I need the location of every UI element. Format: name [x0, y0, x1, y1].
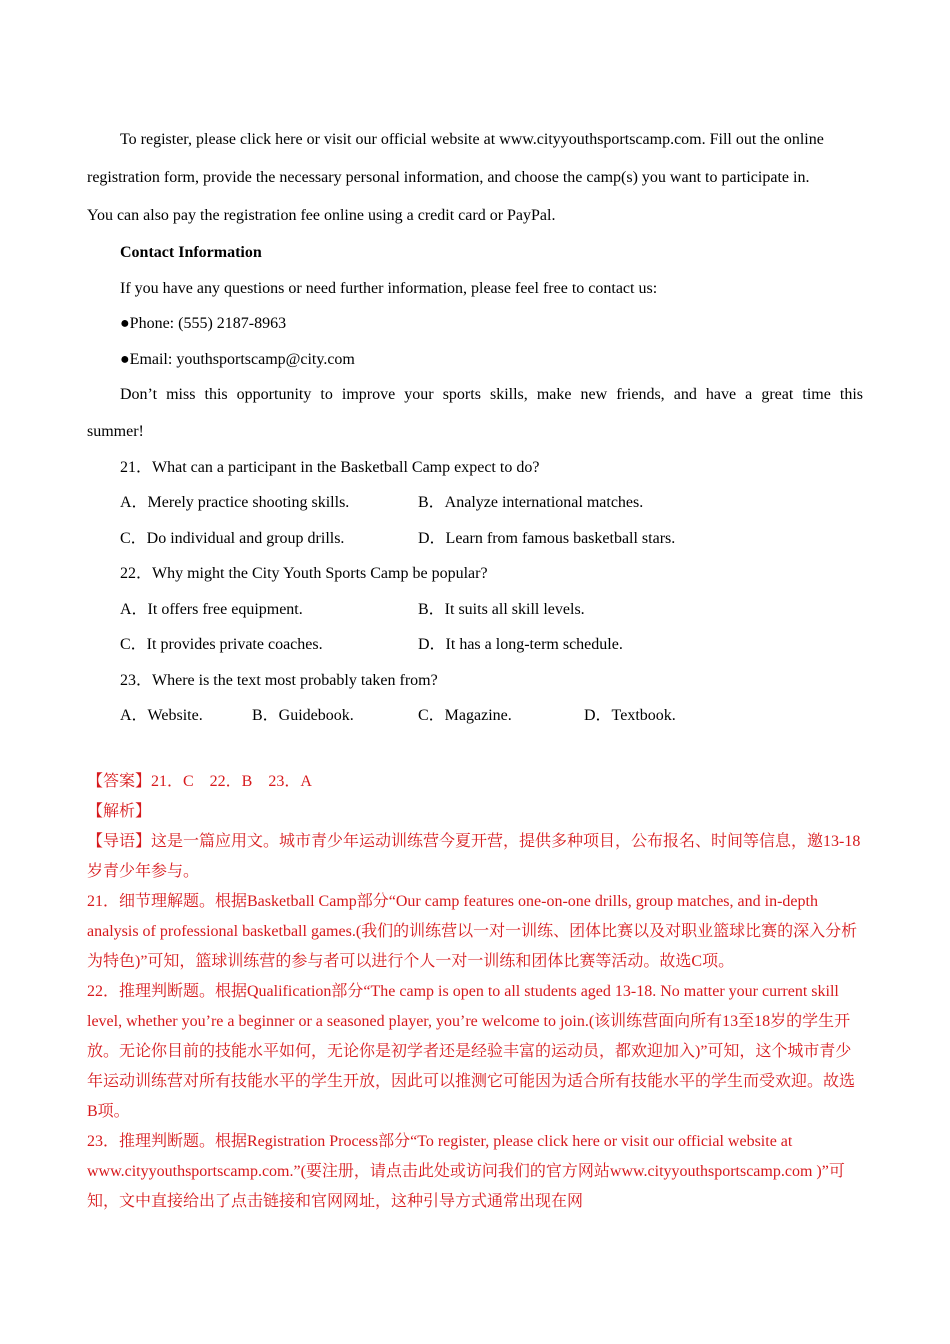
question-22-option-b: B．It suits all skill levels. [418, 600, 585, 618]
guide-paragraph: 【导语】这是一篇应用文。城市青少年运动训练营今夏开营，提供多种项目，公布报名、时间等信息，邀13-18岁青少年参与。 [87, 833, 861, 880]
question-23-stem: 23．Where is the text most probably taken from? [120, 671, 438, 689]
question-23-options-row [87, 698, 863, 734]
contact-heading: Contact Information [120, 244, 262, 261]
question-21-option-d: D．Learn from famous basketball stars. [418, 529, 676, 547]
question-22-options-row-1 [87, 592, 863, 628]
answer-key: 【答案】21．C 22．B 23．A [87, 773, 312, 790]
passage-body [87, 121, 863, 734]
contact-phone: ●Phone: (555) 2187-8963 [120, 315, 287, 332]
question-22-options-row-2 [87, 627, 863, 663]
question-21-options-row-2 [87, 521, 863, 557]
analysis-label: 【解析】 [87, 803, 152, 820]
analysis-22: 22．推理判断题。根据Qualification部分“The camp is open to all students aged 13-18. No matter your current skill level, whether you’re a beginner or a seasoned player, you’re welcome to join.(该训练营面向所有13至18岁的学生开放。无论你目前的技能水平如何，无论你是初学者还是经验丰富的运动员，都欢迎加入)”可知，这个城市青少年运动训练营对所有技能水平的学生开放，因此可以推测它可能因为适合所有技能水平的学生而受欢迎。故选B项。 [87, 983, 856, 1120]
question-21-options-row-1 [87, 485, 863, 521]
question-22-option-d: D．It has a long-term schedule. [418, 636, 623, 653]
analysis-23: 23．推理判断题。根据Registration Process部分“To register, please click here or visit our official website at www.cityyouthsportscamp.com.”(要注册，请点击此处或访问我们的官方网站www.cityyouthsportscamp.com )”可知，文中直接给出了点击链接和官网网址，这种引导方式通常出现在网 [87, 1133, 845, 1210]
question-21-option-a: A．Merely practice shooting skills. [120, 494, 350, 511]
question-22-option-a: A．It offers free equipment. [120, 600, 303, 618]
answer-section [87, 767, 863, 1217]
question-22-option-c: C．It provides private coaches. [120, 636, 323, 653]
question-21-stem: 21．What can a participant in the Basketball Camp expect to do? [120, 458, 540, 476]
registration-line-3: You can also pay the registration fee online using a credit card or PayPal. [87, 207, 556, 224]
question-23-option-a: A．Website. [120, 707, 203, 724]
analysis-21: 21．细节理解题。根据Basketball Camp部分“Our camp features one-on-one drills, group matches, and in-depth analysis of professional basketball games.(我们的训练营以一对一训练、团体比赛以及对职业篮球比赛的深入分析为特色)”可知，篮球训练营的参与者可以进行个人一对一训练和团体比赛等活动。故选C项。 [87, 893, 858, 970]
closing-line-2: summer! [87, 422, 144, 440]
registration-line-1: To register, please click here or visit our official website at www.cityyouthsportscamp.com. Fill out the online [120, 131, 824, 148]
question-23-option-c: C．Magazine. [418, 707, 512, 724]
question-23-option-d: D．Textbook. [584, 707, 676, 724]
registration-line-2: registration form, provide the necessary personal information, and choose the camp(s) you want to participate in. [87, 169, 810, 186]
contact-intro: If you have any questions or need further information, please feel free to contact us: [120, 279, 658, 297]
contact-email: ●Email: youthsportscamp@city.com [120, 350, 355, 368]
question-21-option-c: C．Do individual and group drills. [120, 529, 345, 547]
question-21-option-b: B．Analyze international matches. [418, 494, 644, 511]
question-23-option-b: B．Guidebook. [252, 707, 354, 724]
closing-line-1: Don’t miss this opportunity to improve your sports skills, make new friends, and have a great time this [120, 386, 863, 403]
question-22-stem: 22．Why might the City Youth Sports Camp be popular? [120, 565, 488, 582]
